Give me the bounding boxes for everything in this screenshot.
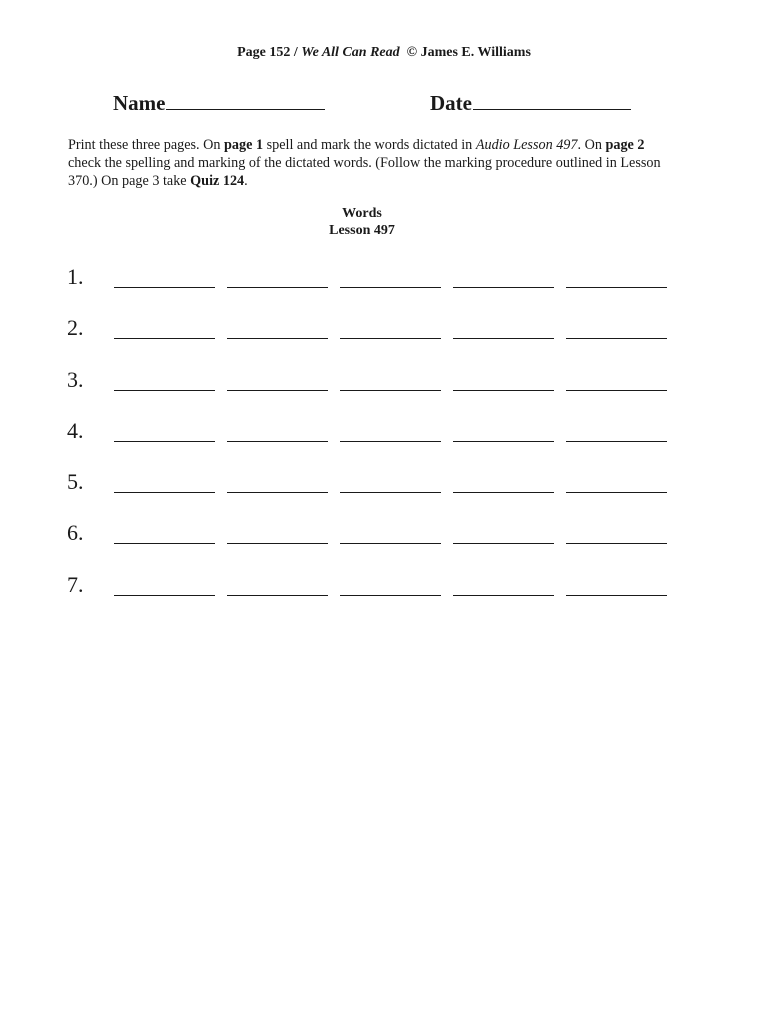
words-title: Words (342, 206, 382, 221)
word-blank-line[interactable] (340, 492, 441, 493)
word-blank-line[interactable] (340, 543, 441, 544)
word-rows (67, 262, 687, 621)
word-blank-line[interactable] (566, 543, 667, 544)
date-field[interactable] (430, 90, 631, 116)
word-blank-line[interactable] (453, 595, 554, 596)
name-field[interactable] (113, 90, 325, 116)
row-number: 4. (67, 417, 84, 443)
instructions-paragraph (68, 136, 678, 190)
word-blank-line[interactable] (114, 390, 215, 391)
word-row (67, 570, 687, 621)
word-row (67, 416, 687, 467)
row-number: 5. (67, 469, 84, 495)
word-blank-line[interactable] (227, 390, 328, 391)
word-blank-line[interactable] (340, 390, 441, 391)
instructions-text: spell and mark the words dictated in (263, 137, 476, 153)
name-blank-line[interactable] (166, 90, 325, 110)
instructions-quiz: Quiz 124 (190, 173, 245, 189)
word-blank-line[interactable] (566, 287, 667, 288)
word-blank-line[interactable] (114, 595, 215, 596)
row-number: 2. (67, 315, 84, 341)
word-row (67, 262, 687, 313)
word-row (67, 365, 687, 416)
row-number: 7. (67, 571, 84, 597)
word-blank-line[interactable] (227, 595, 328, 596)
instructions-text: . On (577, 137, 606, 153)
instructions-text: . (244, 173, 248, 189)
word-blank-line[interactable] (340, 595, 441, 596)
word-blank-line[interactable] (566, 595, 667, 596)
word-blank-line[interactable] (227, 338, 328, 339)
page-label: Page 152 / (237, 45, 302, 60)
instructions-page1: page 1 (224, 137, 264, 153)
instructions-text: Print these three pages. On (68, 137, 225, 153)
row-number: 6. (67, 520, 84, 546)
row-number: 3. (67, 366, 84, 392)
word-blank-line[interactable] (114, 287, 215, 288)
word-blank-line[interactable] (340, 338, 441, 339)
word-row (67, 467, 687, 518)
word-blank-line[interactable] (114, 492, 215, 493)
word-blank-line[interactable] (453, 441, 554, 442)
word-blank-line[interactable] (453, 287, 554, 288)
word-blank-line[interactable] (114, 338, 215, 339)
word-blank-line[interactable] (453, 338, 554, 339)
word-blank-line[interactable] (114, 441, 215, 442)
word-blank-line[interactable] (566, 390, 667, 391)
word-blank-line[interactable] (453, 543, 554, 544)
word-blank-line[interactable] (453, 390, 554, 391)
book-title: We All Can Read (301, 45, 400, 60)
word-blank-line[interactable] (566, 492, 667, 493)
instructions-page2: page 2 (605, 137, 645, 153)
word-blank-line[interactable] (340, 441, 441, 442)
row-number: 1. (67, 264, 84, 289)
page-header (0, 45, 768, 61)
word-blank-line[interactable] (114, 543, 215, 544)
date-label: Date (430, 91, 472, 115)
name-label: Name (113, 91, 166, 115)
word-blank-line[interactable] (453, 492, 554, 493)
word-blank-line[interactable] (227, 287, 328, 288)
word-blank-line[interactable] (566, 338, 667, 339)
word-blank-line[interactable] (227, 543, 328, 544)
copyright-notice: © James E. Williams (399, 45, 531, 60)
date-blank-line[interactable] (473, 90, 631, 110)
lesson-number: Lesson 497 (329, 223, 395, 238)
word-blank-line[interactable] (566, 441, 667, 442)
word-row (67, 518, 687, 569)
words-heading (0, 205, 724, 239)
word-blank-line[interactable] (227, 492, 328, 493)
word-blank-line[interactable] (340, 287, 441, 288)
instructions-audio-lesson: Audio Lesson 497 (475, 137, 578, 153)
instructions-text: check the spelling and marking of the dictated words. (Follow the marking procedure outlined in Lesson 370.) On page 3 take (68, 155, 661, 189)
word-blank-line[interactable] (227, 441, 328, 442)
word-row (67, 313, 687, 364)
